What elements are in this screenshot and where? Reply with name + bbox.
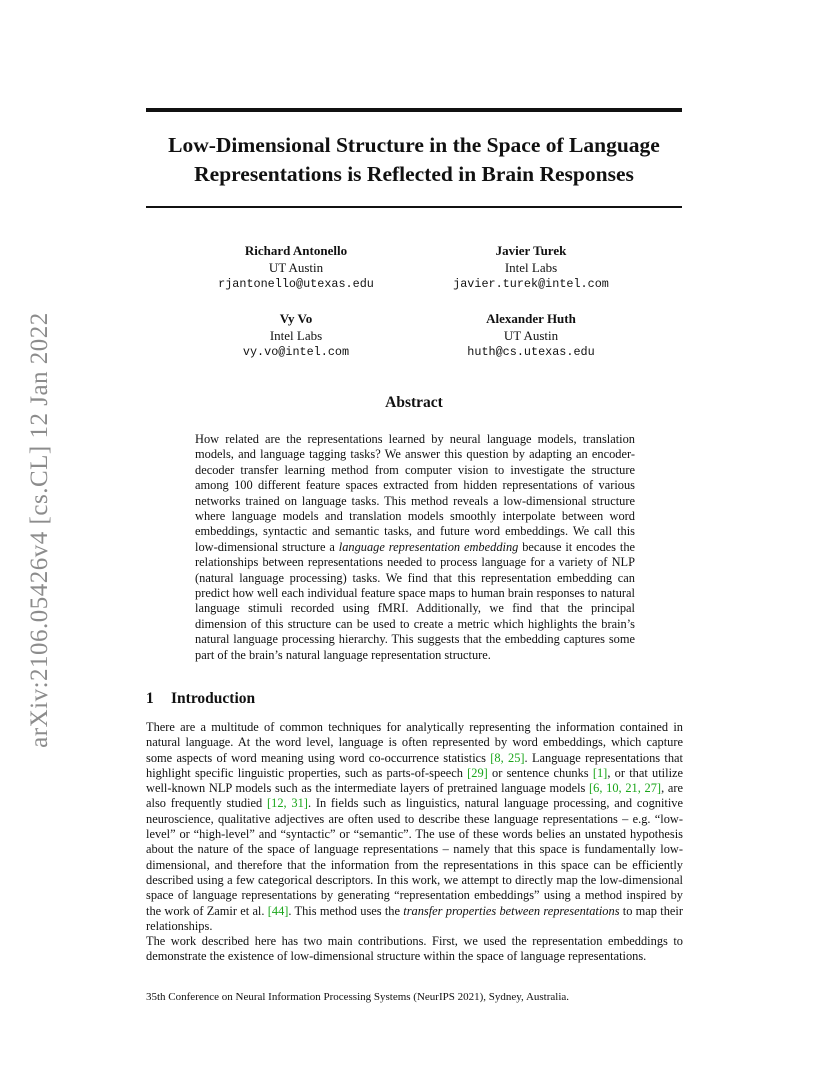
- arxiv-sidebar: [20, 295, 60, 765]
- author-block: [166, 243, 426, 293]
- citation-link[interactable]: [1]: [592, 765, 608, 780]
- intro-paragraph-1: [146, 720, 683, 934]
- author-block: [401, 311, 661, 361]
- citation-link[interactable]: [44]: [267, 903, 289, 918]
- text-run: . Language representations that highlight specific linguistic properties, such as parts-of-speech: [146, 750, 683, 780]
- author-name: Vy Vo: [279, 311, 313, 326]
- author-name: Alexander Huth: [486, 311, 576, 326]
- text-run: to map their relationships.: [146, 903, 683, 933]
- paper-title: [146, 131, 682, 189]
- title-line-1: Low-Dimensional Structure in the Space of Language: [168, 133, 660, 157]
- title-top-rule: [146, 108, 682, 112]
- arxiv-identifier: arXiv:2106.05426v4 [cs.CL] 12 Jan 2022: [26, 312, 53, 748]
- author-block: [401, 243, 661, 293]
- title-bottom-rule: [146, 206, 682, 208]
- intro-paragraph-2: The work described here has two main contributions. First, we used the representation embeddings to demonstrate the existence of low-dimensional structure within the space of language representations.: [146, 934, 683, 964]
- text-run: . In fields such as linguistics, natural language processing, and cognitive neuroscience, qualitative adjectives are often used to describe these language representations – e.g. “low-level” or “high-level” and “syntactic” or “semantic”. The use of these words belies an unstated hypothesis about the nature of the space of language representations – namely that this space is fundamentally low-dimensional, and therefore that the information from the representations in this space can be efficiently described using a few categorical descriptors. In this work, we attempt to directly map the low-dimensional space of language representations by generating “representation embeddings” using a method inspired by the work of Zamir et al.: [146, 796, 683, 918]
- abstract-emphasis: language representation embedding: [338, 539, 519, 554]
- author-affiliation: Intel Labs: [504, 259, 558, 275]
- abstract-part-2: because it encodes the relationships between representations needed to process language for a variety of NLP (natural language processing) tasks. We find that this representation embedding can predict how well each individual feature space maps to human brain responses to natural language stimuli recorded using fMRI. Additionally, we find that the principal dimension of this structure can be used to create a metric which highlights the brain’s natural language processing hierarchy. This suggests that the embedding captures some part of the brain’s natural language representation structure.: [195, 539, 636, 662]
- conference-footnote: 35th Conference on Neural Information Processing Systems (NeurIPS 2021), Sydney, Australia.: [146, 991, 570, 1003]
- citation-link[interactable]: [8, 25]: [490, 750, 525, 765]
- author-email: rjantonello@utexas.edu: [218, 277, 374, 291]
- text-run: , or that utilize well-known NLP models such as the intermediate layers of pretrained language models: [146, 765, 684, 796]
- author-block: [166, 311, 426, 361]
- author-affiliation: UT Austin: [268, 259, 324, 275]
- section-title: Introduction: [171, 690, 256, 707]
- author-email: javier.turek@intel.com: [453, 277, 609, 291]
- emphasis-run: transfer properties between representations: [403, 903, 620, 918]
- text-run: , are also frequently studied: [146, 781, 683, 811]
- abstract-part-1: How related are the representations learned by neural language models, translation models, and language tagging tasks? We answer this question by adapting an encoder-decoder transfer learning method from computer vision to investigate the structure among 100 different feature spaces extracted from hidden representations of various networks trained on language tasks. This method reveals a low-dimensional structure where language models and translation models smoothly interpolate between word embeddings, syntactic and semantic tasks, and future word embeddings. We call this low-dimensional structure a: [195, 432, 635, 554]
- text-run: There are a multitude of common techniques for analytically representing the information contained in natural language. At the word level, language is often represented by word embeddings, which capture some aspects of word meaning using word co-occurrence statistics: [146, 720, 683, 765]
- citation-link[interactable]: [12, 31]: [267, 796, 308, 811]
- text-run: or sentence chunks: [487, 765, 593, 780]
- author-affiliation: Intel Labs: [269, 327, 323, 343]
- text-run: . This method uses the: [288, 903, 404, 918]
- author-affiliation: UT Austin: [503, 327, 559, 343]
- author-email: vy.vo@intel.com: [242, 345, 350, 359]
- section-heading: [146, 690, 255, 708]
- author-name: Richard Antonello: [244, 243, 348, 258]
- author-name: Javier Turek: [495, 243, 567, 258]
- abstract-text: [195, 432, 635, 663]
- section-number: 1: [146, 690, 154, 707]
- abstract-heading: Abstract: [385, 394, 443, 411]
- citation-link[interactable]: [29]: [467, 765, 488, 780]
- author-email: huth@cs.utexas.edu: [467, 345, 595, 359]
- citation-link[interactable]: [6, 10, 21, 27]: [589, 781, 662, 796]
- title-line-2: Representations is Reflected in Brain Responses: [194, 162, 634, 186]
